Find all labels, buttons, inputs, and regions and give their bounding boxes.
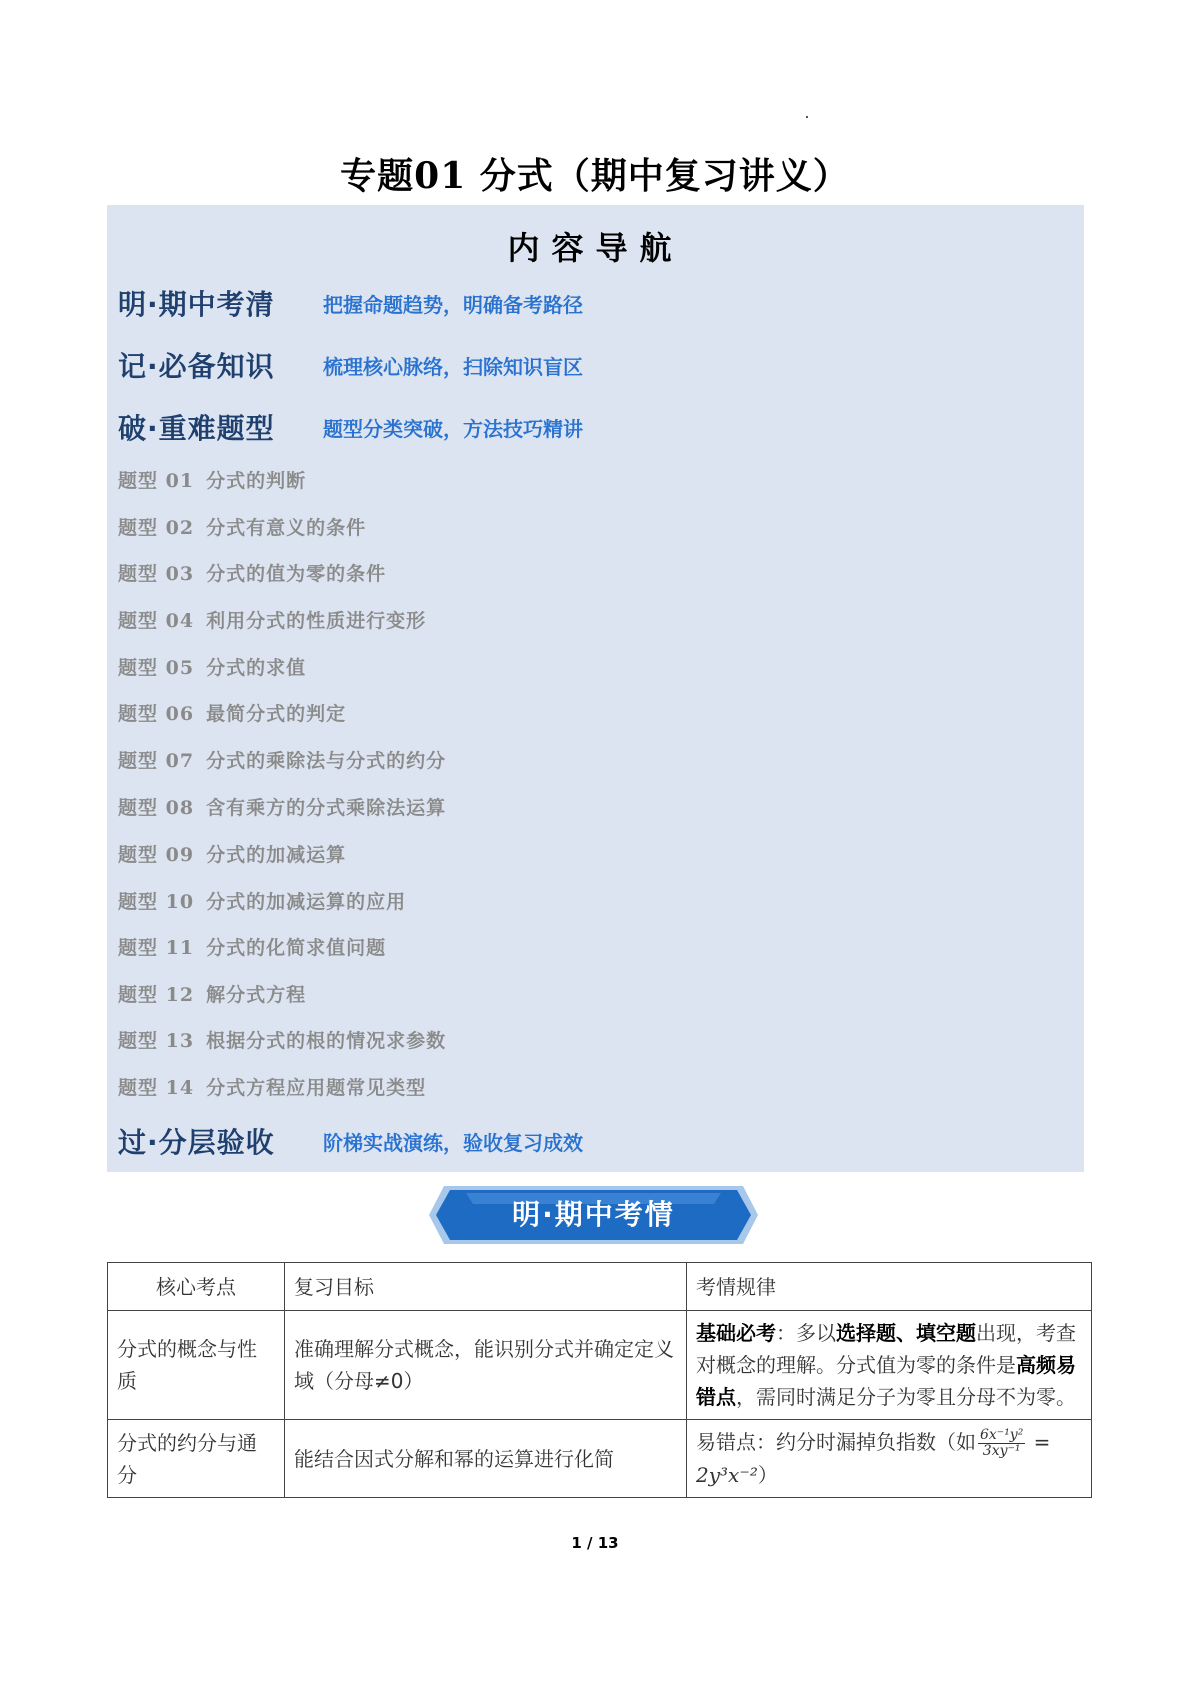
fraction-numerator: 6x⁻¹y²	[980, 1427, 1024, 1443]
topic-number: 题型 07	[118, 750, 195, 772]
topic-item[interactable]	[118, 606, 426, 633]
nav-section-desc: 把握命题趋势，明确备考路径	[323, 292, 583, 317]
topic-item[interactable]	[118, 653, 306, 680]
topic-item[interactable]	[118, 699, 346, 726]
math-result: 2y³x⁻²	[696, 1463, 758, 1487]
topic-item[interactable]	[118, 513, 366, 540]
topic-number: 题型 01	[118, 470, 195, 492]
topic-number: 题型 14	[118, 1077, 195, 1099]
topic-label: 分式有意义的条件	[206, 517, 367, 539]
table-cell-rule	[687, 1311, 1092, 1420]
dot-mark	[806, 116, 808, 118]
equals-sign: =	[1027, 1430, 1051, 1454]
page-title: 专题01 分式（期中复习讲义）	[340, 155, 850, 197]
topic-item[interactable]	[118, 559, 386, 586]
table-header-cell: 复习目标	[285, 1263, 687, 1311]
topic-item[interactable]	[118, 933, 386, 960]
table-header-cell: 考情规律	[687, 1263, 1092, 1311]
rule-text: ，需同时满足分子为零且分母不为零。	[736, 1385, 1076, 1409]
topic-number: 题型 02	[118, 517, 195, 539]
topic-number: 题型 06	[118, 703, 195, 725]
table-cell-point: 分式的概念与性质	[108, 1311, 285, 1420]
topic-number: 题型 04	[118, 610, 195, 632]
topic-number: 题型 13	[118, 1030, 195, 1052]
table-cell-point: 分式的约分与通分	[108, 1420, 285, 1498]
topic-label: 利用分式的性质进行变形	[206, 610, 427, 632]
topic-number: 题型 11	[118, 937, 195, 959]
rule-text: ：多以	[776, 1321, 836, 1345]
topic-item[interactable]	[118, 887, 406, 914]
nav-section-name: 破·重难题型	[118, 412, 275, 445]
topic-number: 题型 10	[118, 891, 195, 913]
topic-label: 根据分式的根的情况求参数	[206, 1030, 447, 1052]
fraction-denominator: 3xy⁻¹	[982, 1443, 1021, 1459]
nav-heading: 内容导航	[507, 229, 684, 267]
emphasis-text: 高频易错点	[696, 1353, 1076, 1409]
topic-number: 题型 05	[118, 657, 195, 679]
nav-section-name: 过·分层验收	[118, 1126, 275, 1159]
topic-label: 解分式方程	[206, 984, 307, 1006]
page-number: 1 / 13	[571, 1534, 619, 1552]
topic-item[interactable]	[118, 793, 446, 820]
rule-text: 出现，考查对概念的理解。分式值为零的条件是	[696, 1321, 1076, 1377]
table-row	[108, 1311, 1092, 1420]
nav-section-3[interactable]	[118, 407, 583, 447]
topic-label: 分式的乘除法与分式的约分	[206, 750, 447, 772]
topic-label: 分式的化简求值问题	[206, 937, 387, 959]
banner-label: 明·期中考情	[512, 1198, 675, 1231]
section-banner	[426, 1180, 761, 1250]
nav-section-desc: 题型分类突破，方法技巧精讲	[323, 416, 583, 441]
nav-section-1[interactable]	[118, 283, 583, 323]
nav-section-2[interactable]	[118, 345, 583, 385]
topic-number: 题型 08	[118, 797, 195, 819]
emphasis-text: 选择题、填空题	[836, 1321, 976, 1345]
math-fraction	[978, 1428, 1025, 1459]
table-row	[108, 1420, 1092, 1498]
topic-number: 题型 12	[118, 984, 195, 1006]
nav-section-4[interactable]	[118, 1121, 583, 1161]
nav-section-name: 记·必备知识	[118, 350, 275, 383]
exam-points-table	[107, 1262, 1092, 1498]
table-header-row	[108, 1263, 1092, 1311]
table-cell-goal: 准确理解分式概念，能识别分式并确定定义域（分母≠0）	[285, 1311, 687, 1420]
topic-label: 分式的判断	[206, 470, 307, 492]
topic-item[interactable]	[118, 1026, 446, 1053]
topic-item[interactable]	[118, 840, 346, 867]
topic-item[interactable]	[118, 1073, 426, 1100]
topic-label: 分式的加减运算	[206, 844, 347, 866]
topic-item[interactable]	[118, 466, 306, 493]
rule-text: 易错点：约分时漏掉负指数（如	[696, 1430, 976, 1454]
topic-label: 分式的加减运算的应用	[206, 891, 407, 913]
rule-text: ）	[757, 1463, 778, 1487]
topic-label: 分式的求值	[206, 657, 307, 679]
topic-label: 分式方程应用题常见类型	[206, 1077, 427, 1099]
table-cell-rule	[687, 1420, 1092, 1498]
topic-number: 题型 09	[118, 844, 195, 866]
table-cell-goal: 能结合因式分解和幂的运算进行化简	[285, 1420, 687, 1498]
content-navigation-box	[107, 205, 1084, 1172]
topic-label: 最简分式的判定	[206, 703, 347, 725]
nav-section-name: 明·期中考清	[118, 288, 275, 321]
topic-item[interactable]	[118, 746, 446, 773]
topic-label: 分式的值为零的条件	[206, 563, 387, 585]
nav-section-desc: 阶梯实战演练，验收复习成效	[323, 1130, 583, 1155]
topic-label: 含有乘方的分式乘除法运算	[206, 797, 447, 819]
topic-number: 题型 03	[118, 563, 195, 585]
topic-item[interactable]	[118, 980, 306, 1007]
table-header-cell: 核心考点	[108, 1263, 285, 1311]
emphasis-text: 基础必考	[696, 1321, 776, 1345]
nav-section-desc: 梳理核心脉络，扫除知识盲区	[323, 354, 583, 379]
